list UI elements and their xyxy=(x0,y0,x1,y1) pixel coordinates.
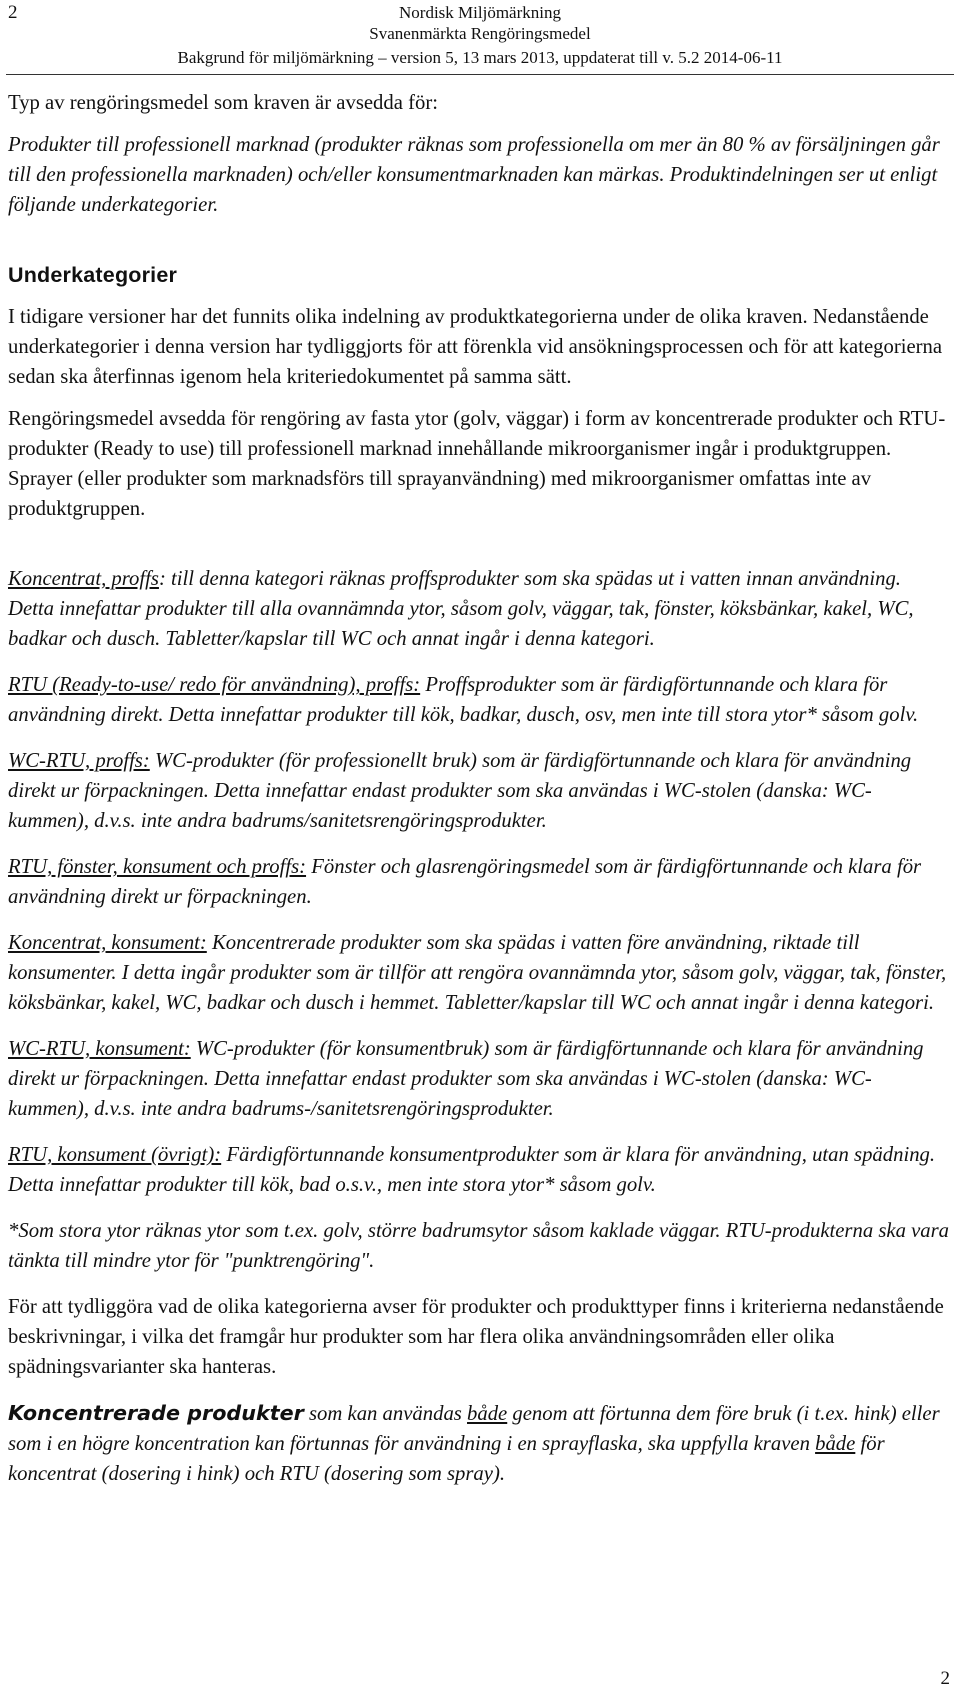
header-divider xyxy=(6,74,954,75)
category-item xyxy=(8,564,950,654)
footer-page-number: 2 xyxy=(940,1668,950,1689)
emphasis-both: både xyxy=(815,1433,856,1455)
category-description: WC-produkter (för professionellt bruk) som är färdigförtunnande och klara för användning direkt ur förpackningen. Detta innefattar endast produkter som ska användas i WC-stolen (danska: WC-kummen), d.v.s. inte andra badrums/sanitetsrengöringsprodukter. xyxy=(8,750,912,832)
intro-text: Produkter till professionell marknad (produkter räknas som professionella om mer än 80 % av försäljningen går till den professionella marknaden) och/eller konsumentmarknaden kan märkas. Produktindelningen ser ut enligt följande underkategorier. xyxy=(8,134,940,216)
category-description: till denna kategori räknas proffsprodukter som ska spädas ut i vatten innan användning. Detta innefattar produkter till alla ovannämnda ytor, såsom golv, väggar, tak, fönster, köksbänkar, kakel, WC, badkar och dusch. Tabletter/kapslar till WC och annat ingår i denna kategori. xyxy=(8,568,914,650)
section-paragraph-1: I tidigare versioner har det funnits olika indelning av produktkategorierna under de olika kraven. Nedanstående underkategorier i denna version har tydliggjorts för att förenkla vid ansökningsprocessen och för att kategorierna sedan ska återfinnas igenom hela kriteriedokumentet på samma sätt. xyxy=(8,306,943,388)
clarification-paragraph: För att tydliggöra vad de olika kategorierna avser för produkter och produkttyper finns i kriterierna nedanstående beskrivningar, i vilka det framgår hur produkter som har flera olika användningsområden eller olika spädningsvarianter ska hanteras. xyxy=(8,1296,944,1378)
header-version: Bakgrund för miljömärkning – version 5, 13 mars 2013, uppdaterat till v. 5.2 2014-06-11 xyxy=(177,48,783,67)
category-term: RTU, fönster, konsument och proffs: xyxy=(8,856,307,878)
header-organization: Nordisk Miljömärkning xyxy=(399,3,561,22)
category-item xyxy=(8,670,950,730)
category-term: RTU (Ready-to-use/ redo för användning), proffs: xyxy=(8,674,421,696)
concentrated-text-part: genom att förtunna dem före bruk (i t.ex. hink) eller som i en högre koncentration kan förtunnas för användning i en sprayflaska, ska uppfylla kraven xyxy=(8,1403,940,1455)
category-list xyxy=(8,564,950,1200)
category-term: WC-RTU, konsument: xyxy=(8,1038,191,1060)
category-description: Proffsprodukter som är färdigförtunnande och klara för användning direkt. Detta innefattar produkter till kök, badkar, dusch, osv, men inte till stora ytor* såsom golv. xyxy=(8,674,919,726)
category-term: Koncentrat, konsument: xyxy=(8,932,207,954)
concentrated-products-paragraph xyxy=(8,1398,950,1489)
category-term: WC-RTU, proffs: xyxy=(8,750,150,772)
category-item xyxy=(8,928,950,1018)
category-description: Fönster och glasrengöringsmedel som är färdigförtunnande och klara för användning direkt ur förpackningen. xyxy=(8,856,922,908)
section-paragraph-2: Rengöringsmedel avsedda för rengöring av fasta ytor (golv, väggar) i form av koncentrerade produkter och RTU-produkter (Ready to use) till professionell marknad innehållande mikroorganismer ingår i produktgruppen. Sprayer (eller produkter som marknadsförs till sprayanvändning) med mikroorganismer omfattas inte av produktgruppen. xyxy=(8,408,946,520)
category-separator: : xyxy=(158,568,172,590)
category-item xyxy=(8,1140,950,1200)
category-item xyxy=(8,746,950,836)
category-description: Färdigförtunnande konsumentprodukter som är klara för användning, utan spädning. Detta innefattar produkter till kök, bad o.s.v., men inte stora ytor* såsom golv. xyxy=(8,1144,936,1196)
concentrated-text-part: för koncentrat (dosering i hink) och RTU (dosering som spray). xyxy=(8,1433,885,1485)
category-term: Koncentrat, proffs xyxy=(8,568,159,590)
category-description: WC-produkter (för konsumentbruk) som är färdigförtunnande och klara för användning direkt ur förpackningen. Detta innefattar endast produkter som ska användas i WC-stolen (danska: WC-kummen), d.v.s. inte andra badrums-/sanitetsrengöringsprodukter. xyxy=(8,1038,924,1120)
emphasis-both: både xyxy=(467,1403,508,1425)
category-item xyxy=(8,1034,950,1124)
section-heading: Underkategorier xyxy=(8,263,178,287)
intro-title: Typ av rengöringsmedel som kraven är avsedda för: xyxy=(8,92,438,114)
category-description: Koncentrerade produkter som ska spädas i vatten före användning, riktade till konsumenter. I detta ingår produkter som är tillför att rengöra ovannämnda ytor, såsom golv, väggar, tak, fönster, köksbänkar, kakel, WC, badkar och dusch i hemmet. Tabletter/kapslar till WC och annat ingår i denna kategori. xyxy=(8,932,947,1014)
footnote: *Som stora ytor räknas ytor som t.ex. golv, större badrumsytor såsom kaklade väggar. RTU-produkterna ska vara tänkta till mindre ytor för "punktrengöring". xyxy=(8,1220,950,1272)
header-page-number: 2 xyxy=(8,2,18,23)
concentrated-text-part: som kan användas xyxy=(303,1403,468,1425)
header-document-title: Svanenmärkta Rengöringsmedel xyxy=(369,24,591,43)
category-item xyxy=(8,852,950,912)
main-content xyxy=(8,88,950,1489)
concentrated-products-title: Koncentrerade produkter xyxy=(8,1401,304,1425)
category-term: RTU, konsument (övrigt): xyxy=(8,1144,222,1166)
